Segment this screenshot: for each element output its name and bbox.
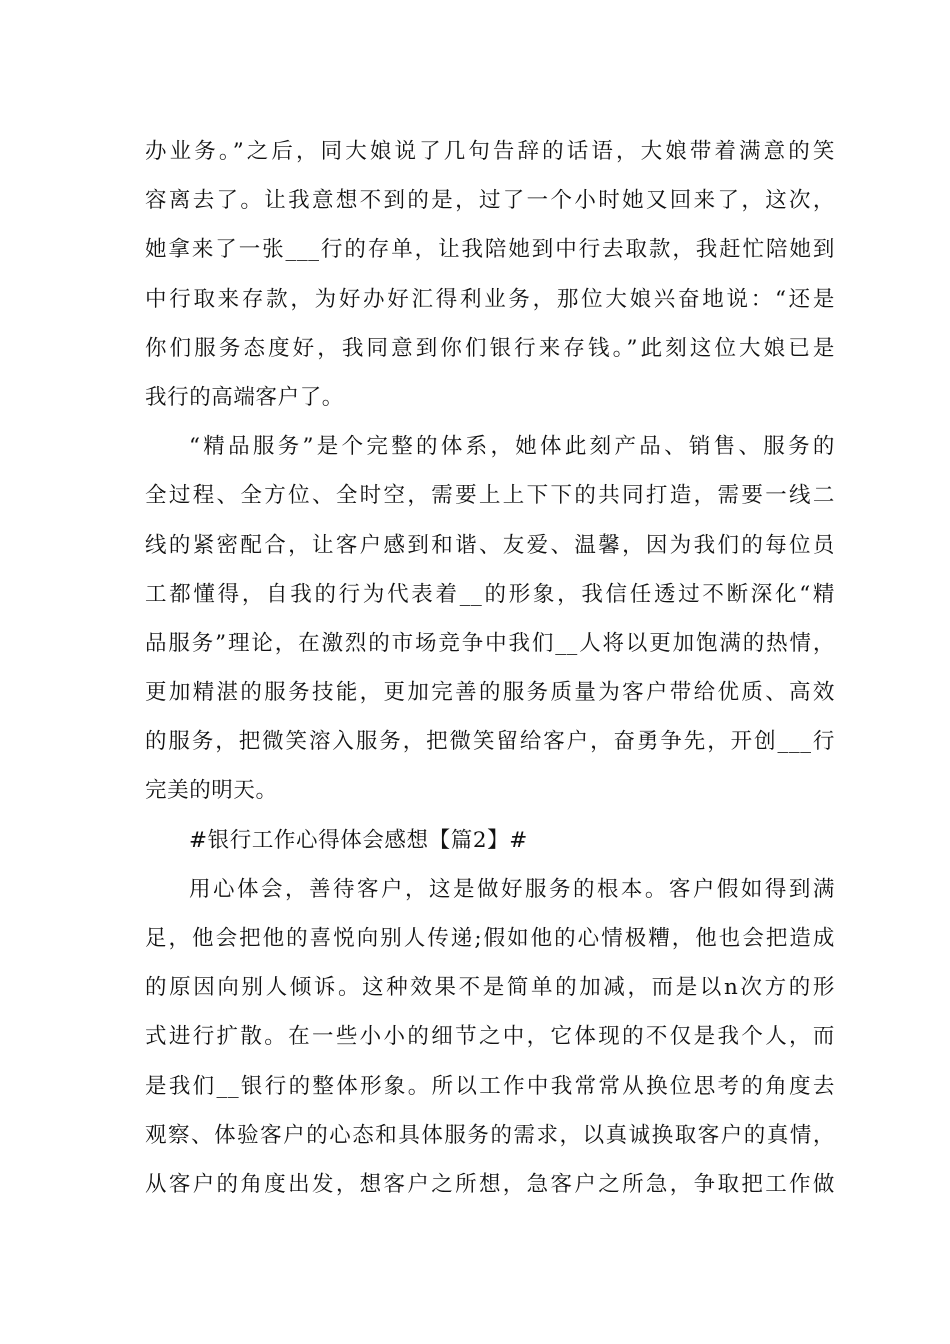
text-line: 她拿来了一张___行的存单，让我陪她到中行去取款，我赶忙陪她到 <box>145 237 835 263</box>
text-line: 更加精湛的服务技能，更加完善的服务质量为客户带给优质、高效 <box>145 680 835 706</box>
section-heading: #银行工作心得体会感想【篇2】# <box>189 827 528 853</box>
text-line: 线的紧密配合，让客户感到和谐、友爱、温馨，因为我们的每位员 <box>145 532 835 558</box>
text-line: 的原因向别人倾诉。这种效果不是简单的加减，而是以n次方的形 <box>145 975 835 1001</box>
text-line: “精品服务”是个完整的体系，她体此刻产品、销售、服务的 <box>189 434 835 460</box>
text-line: 观察、体验客户的心态和具体服务的需求，以真诚换取客户的真情， <box>145 1122 835 1148</box>
text-line: 我行的高端客户了。 <box>145 384 344 410</box>
text-line: 中行取来存款，为好办好汇得利业务，那位大娘兴奋地说：“还是 <box>145 286 835 312</box>
text-line: 品服务”理论，在激烈的市场竞争中我们__人将以更加饱满的热情， <box>145 630 835 656</box>
text-line: 全过程、全方位、全时空，需要上上下下的共同打造，需要一线二 <box>145 483 835 509</box>
text-line: 从客户的角度出发，想客户之所想，急客户之所急，争取把工作做 <box>145 1171 835 1197</box>
text-line: 容离去了。让我意想不到的是，过了一个小时她又回来了，这次， <box>145 188 835 214</box>
text-line: 办业务。”之后，同大娘说了几句告辞的话语，大娘带着满意的笑 <box>145 139 835 164</box>
document-body <box>145 127 835 1209</box>
text-line: 是我们__银行的整体形象。所以工作中我常常从换位思考的角度去 <box>145 1073 835 1099</box>
text-line: 式进行扩散。在一些小小的细节之中，它体现的不仅是我个人，而 <box>145 1024 835 1050</box>
text-line: 完美的明天。 <box>145 778 278 804</box>
text-line: 足，他会把他的喜悦向别人传递;假如他的心情极糟，他也会把造成 <box>145 926 835 951</box>
text-line: 你们服务态度好，我同意到你们银行来存钱。”此刻这位大娘已是 <box>145 335 835 361</box>
text-line: 的服务，把微笑溶入服务，把微笑留给客户，奋勇争先，开创___行 <box>145 729 835 755</box>
text-line: 工都懂得，自我的行为代表着__的形象，我信任透过不断深化“精 <box>145 581 835 607</box>
text-line: 用心体会，善待客户，这是做好服务的根本。客户假如得到满 <box>189 876 835 902</box>
